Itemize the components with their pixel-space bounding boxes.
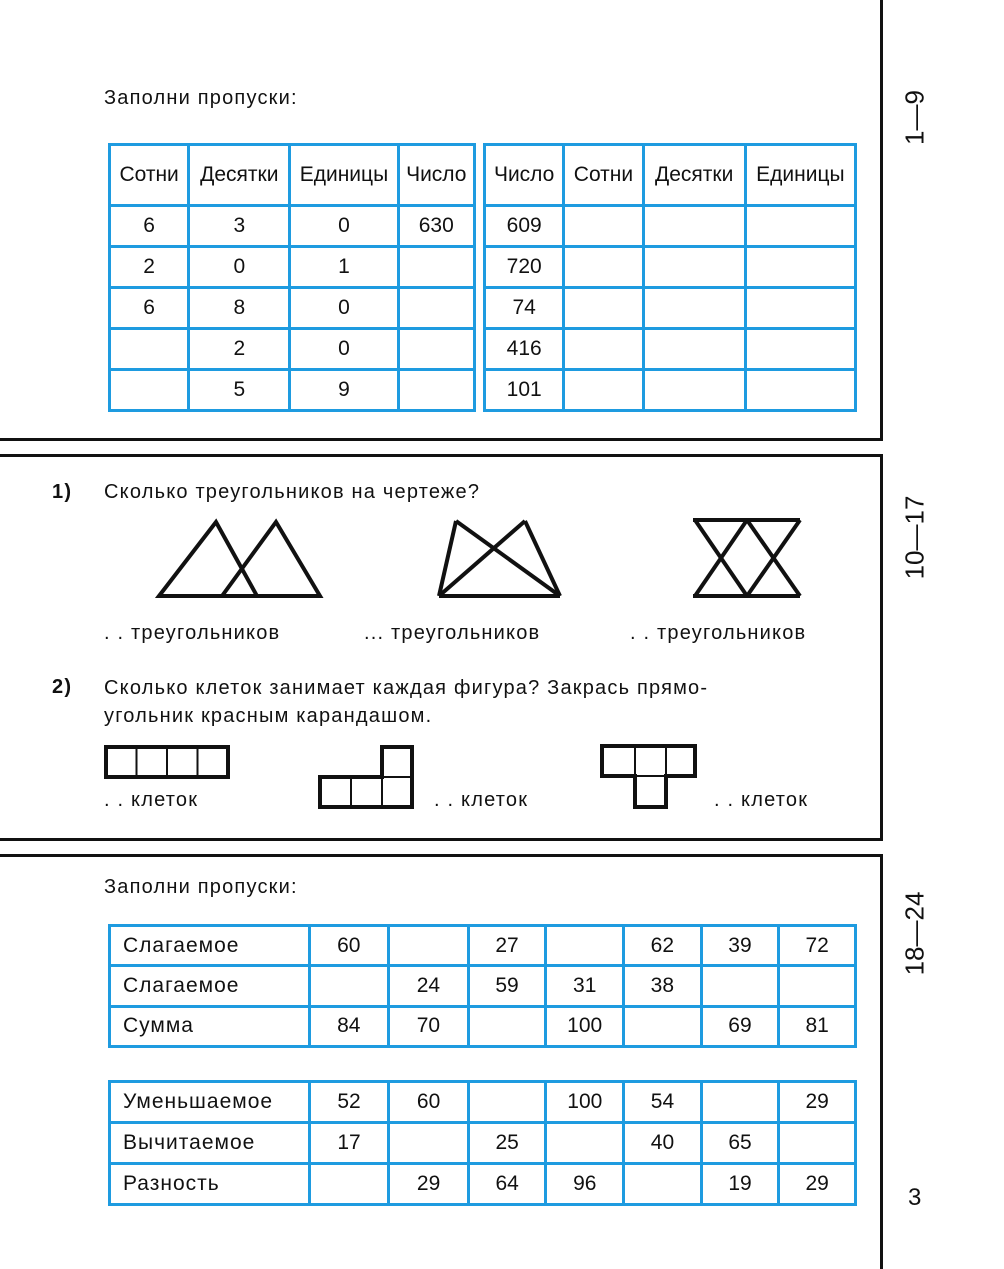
cell: 0: [290, 206, 398, 247]
side-label-1: 1—9: [899, 90, 930, 145]
cell: 31: [546, 966, 624, 1006]
blank-cell[interactable]: [701, 1082, 779, 1123]
blank-cell[interactable]: [643, 370, 745, 411]
blank-cell[interactable]: [110, 370, 189, 411]
cell: 609: [485, 206, 564, 247]
cell: 69: [701, 1006, 779, 1046]
answer-cells-1[interactable]: . . клеток: [104, 789, 199, 811]
cell: 40: [624, 1123, 702, 1164]
page-number: 3: [908, 1184, 922, 1211]
section2-bottom-border: [0, 838, 883, 841]
row-label: Вычитаемое: [110, 1123, 310, 1164]
answer-cells-3[interactable]: . . клеток: [714, 789, 809, 811]
cell: 6: [110, 206, 189, 247]
cell: 65: [701, 1123, 779, 1164]
answer-cells-2[interactable]: . . клеток: [434, 789, 529, 811]
cell: 3: [189, 206, 290, 247]
place-value-table-left: [108, 143, 476, 412]
figure-t-shape: [602, 746, 695, 807]
blank-cell[interactable]: [398, 370, 474, 411]
header-cell: Десятки: [189, 145, 290, 206]
section1-bottom-border: [0, 438, 883, 441]
header-cell: Число: [485, 145, 564, 206]
row-label: Слагаемое: [110, 966, 310, 1006]
blank-cell[interactable]: [643, 247, 745, 288]
cell: 0: [189, 247, 290, 288]
blank-cell[interactable]: [110, 329, 189, 370]
cell: 64: [468, 1164, 546, 1205]
task2-text-line1: Сколько клеток занимает каждая фигура? Закрась прямо-: [104, 677, 709, 699]
blank-cell[interactable]: [564, 206, 643, 247]
blank-cell[interactable]: [398, 247, 474, 288]
cell: 39: [701, 926, 779, 966]
task2-text-line2: угольник красным карандашом.: [104, 705, 433, 727]
header-cell: Число: [398, 145, 474, 206]
section3-top-border: [0, 854, 883, 857]
cell: 84: [309, 1006, 389, 1046]
cell: 38: [624, 966, 702, 1006]
section1-right-border: [880, 0, 883, 441]
blank-cell[interactable]: [643, 288, 745, 329]
blank-cell[interactable]: [546, 1123, 624, 1164]
cell: 24: [389, 966, 469, 1006]
cell: 17: [309, 1123, 389, 1164]
blank-cell[interactable]: [745, 288, 855, 329]
cell: 52: [309, 1082, 389, 1123]
cell: 25: [468, 1123, 546, 1164]
section2-top-border: [0, 454, 883, 457]
blank-cell[interactable]: [546, 926, 624, 966]
blank-cell[interactable]: [564, 247, 643, 288]
cell: 1: [290, 247, 398, 288]
blank-cell[interactable]: [643, 206, 745, 247]
task1-text: Сколько треугольников на чертеже?: [104, 481, 481, 503]
cell: 100: [546, 1082, 624, 1123]
cell: 70: [389, 1006, 469, 1046]
task2-number: 2): [52, 676, 73, 698]
blank-cell[interactable]: [745, 206, 855, 247]
figure-bowtie-triangles: [439, 521, 560, 596]
subtraction-table: [108, 1080, 857, 1206]
cell: 0: [290, 288, 398, 329]
cell: 29: [779, 1164, 856, 1205]
header-cell: Десятки: [643, 145, 745, 206]
blank-cell[interactable]: [701, 966, 779, 1006]
header-cell: Сотни: [110, 145, 189, 206]
blank-cell[interactable]: [468, 1006, 546, 1046]
figure-l-shape: [320, 747, 412, 807]
header-cell: Единицы: [745, 145, 855, 206]
cell[interactable]: 630: [398, 206, 474, 247]
place-value-table-right: [483, 143, 857, 412]
cell: 416: [485, 329, 564, 370]
row-label: Разность: [110, 1164, 310, 1205]
cell: 6: [110, 288, 189, 329]
side-label-3: 18—24: [899, 891, 930, 976]
blank-cell[interactable]: [564, 288, 643, 329]
row-label: Уменьшаемое: [110, 1082, 310, 1123]
figure-two-overlapping-triangles: [159, 522, 320, 596]
header-cell: Единицы: [290, 145, 398, 206]
cell: 54: [624, 1082, 702, 1123]
answer-triangles-2[interactable]: ... треугольников: [364, 622, 541, 644]
blank-cell[interactable]: [779, 1123, 856, 1164]
triangle-figures: [0, 500, 880, 610]
cell: 59: [468, 966, 546, 1006]
cell: 81: [779, 1006, 856, 1046]
blank-cell[interactable]: [389, 926, 469, 966]
figure-hourglass-triangles: [693, 520, 800, 596]
section3-instruction: Заполни пропуски:: [104, 876, 298, 898]
cell: 720: [485, 247, 564, 288]
row-label: Сумма: [110, 1006, 310, 1046]
blank-cell[interactable]: [745, 247, 855, 288]
blank-cell[interactable]: [398, 288, 474, 329]
answer-triangles-1[interactable]: . . треугольников: [104, 622, 281, 644]
figure-rectangle-4-cells: [106, 747, 228, 777]
blank-cell[interactable]: [745, 329, 855, 370]
cell: 0: [290, 329, 398, 370]
blank-cell[interactable]: [309, 1164, 389, 1205]
cell: 100: [546, 1006, 624, 1046]
cell: 2: [189, 329, 290, 370]
answer-triangles-3[interactable]: . . треугольников: [630, 622, 807, 644]
cell: 60: [309, 926, 389, 966]
cell: 9: [290, 370, 398, 411]
cell: 74: [485, 288, 564, 329]
blank-cell[interactable]: [564, 370, 643, 411]
cell: 72: [779, 926, 856, 966]
blank-cell[interactable]: [398, 329, 474, 370]
blank-cell[interactable]: [779, 966, 856, 1006]
blank-cell[interactable]: [468, 1082, 546, 1123]
cell: 60: [389, 1082, 469, 1123]
blank-cell[interactable]: [624, 1006, 702, 1046]
header-cell: Сотни: [564, 145, 643, 206]
cell: 27: [468, 926, 546, 966]
blank-cell[interactable]: [564, 329, 643, 370]
cell: 19: [701, 1164, 779, 1205]
cell: 2: [110, 247, 189, 288]
cell: 62: [624, 926, 702, 966]
cell: 29: [779, 1082, 856, 1123]
blank-cell[interactable]: [745, 370, 855, 411]
blank-cell[interactable]: [624, 1164, 702, 1205]
blank-cell[interactable]: [389, 1123, 469, 1164]
section3-right-border: [880, 854, 883, 1269]
blank-cell[interactable]: [309, 966, 389, 1006]
cell: 8: [189, 288, 290, 329]
task1-number: 1): [52, 481, 73, 503]
cell: 96: [546, 1164, 624, 1205]
cell: 5: [189, 370, 290, 411]
cell: 29: [389, 1164, 469, 1205]
addition-table: [108, 924, 857, 1048]
section2-right-border: [880, 454, 883, 841]
section1-instruction: Заполни пропуски:: [104, 87, 298, 109]
side-label-2: 10—17: [899, 495, 930, 580]
blank-cell[interactable]: [643, 329, 745, 370]
row-label: Слагаемое: [110, 926, 310, 966]
cell: 101: [485, 370, 564, 411]
